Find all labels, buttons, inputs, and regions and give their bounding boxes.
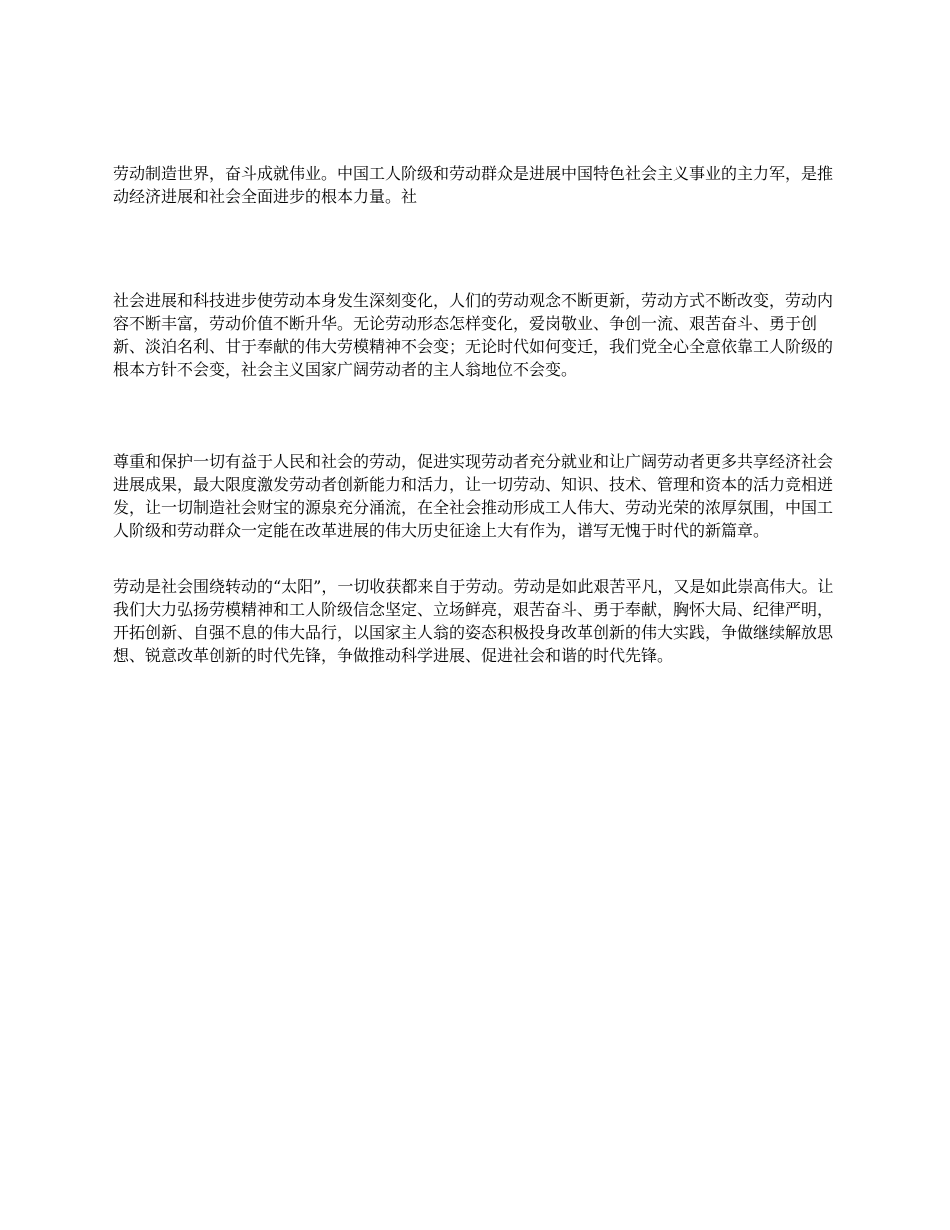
paragraph-4: 劳动是社会围绕转动的“太阳”，一切收获都来自于劳动。劳动是如此艰苦平凡，又是如此崇高伟大。让我们大力弘扬劳模精神和工人阶级信念坚定、立场鲜亮，艰苦奋斗、勇于奉献，胸怀大局、纪律严明，开拓创新、自强不息的伟大品行，以国家主人翁的姿态积极投身改革创新的伟大实践，争做继续解放思想、锐意改革创新的时代先锋，争做推动科学进展、促进社会和谐的时代先锋。 [113,577,834,665]
paragraph-1: 劳动制造世界，奋斗成就伟业。中国工人阶级和劳动群众是进展中国特色社会主义事业的主力军，是推动经济进展和社会全面进步的根本力量。社 [113,164,834,206]
paragraph-2: 社会进展和科技进步使劳动本身发生深刻变化，人们的劳动观念不断更新，劳动方式不断改变，劳动内容不断丰富，劳动价值不断升华。无论劳动形态怎样变化，爱岗敬业、争创一流、艰苦奋斗、勇于创新、淡泊名利、甘于奉献的伟大劳模精神不会变；无论时代如何变迁，我们党全心全意依靠工人阶级的根本方针不会变，社会主义国家广阔劳动者的主人翁地位不会变。 [113,291,834,379]
paragraph-3: 尊重和保护一切有益于人民和社会的劳动，促进实现劳动者充分就业和让广阔劳动者更多共享经济社会进展成果，最大限度激发劳动者创新能力和活力，让一切劳动、知识、技术、管理和资本的活力竞相迸发，让一切制造社会财宝的源泉充分涌流，在全社会推动形成工人伟大、劳动光荣的浓厚氛围，中国工人阶级和劳动群众一定能在改革进展的伟大历史征途上大有作为，谱写无愧于时代的新篇章。 [113,452,834,540]
